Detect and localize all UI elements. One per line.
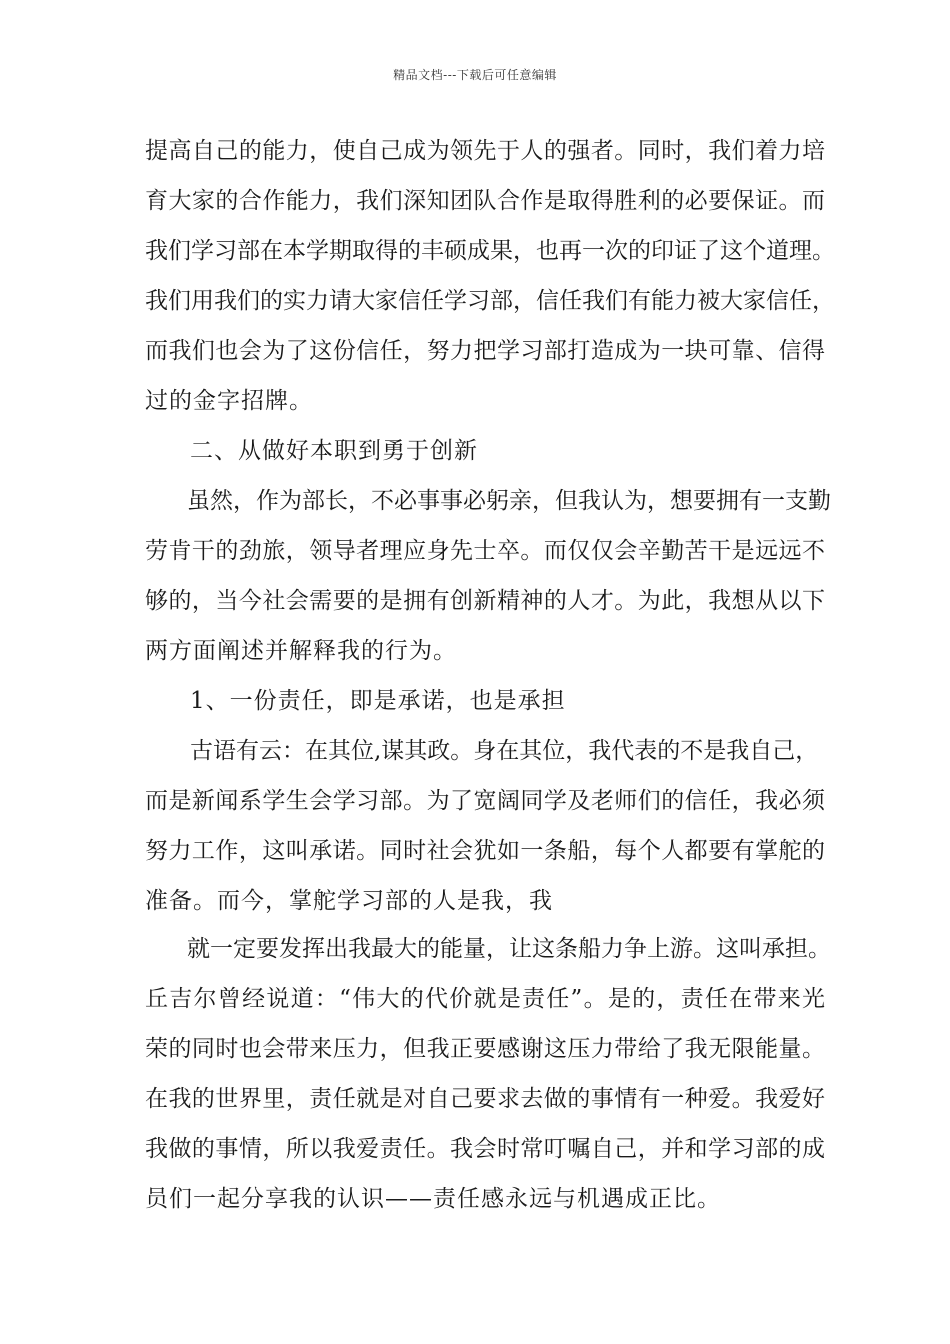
paragraph-line: 在我的世界里，责任就是对自己要求去做的事情有一种爱。我爱好 <box>145 1086 825 1112</box>
paragraph-line: 丘吉尔曾经说道：“伟大的代价就是责任”。是的，责任在带来光 <box>145 986 825 1012</box>
section-heading: 二、从做好本职到勇于创新 <box>190 438 478 464</box>
paragraph-line: 两方面阐述并解释我的行为。 <box>145 638 457 664</box>
paragraph-line: 育大家的合作能力，我们深知团队合作是取得胜利的必要保证。而 <box>145 188 825 214</box>
paragraph-line: 我们学习部在本学期取得的丰硕成果，也再一次的印证了这个道理。 <box>145 238 835 264</box>
paragraph-line: 过的金字招牌。 <box>145 388 313 414</box>
paragraph-line: 古语有云：在其位,谋其政。身在其位，我代表的不是我自己， <box>190 738 819 764</box>
page-header: 精品文档---下载后可任意编辑 <box>393 68 557 82</box>
subsection-heading: 1、一份责任，即是承诺，也是承担 <box>190 688 566 714</box>
paragraph-line: 我们用我们的实力请大家信任学习部，信任我们有能力被大家信任， <box>145 288 835 314</box>
paragraph-line: 虽然，作为部长，不必事事必躬亲，但我认为，想要拥有一支勤 <box>187 488 831 514</box>
paragraph-line: 努力工作，这叫承诺。同时社会犹如一条船，每个人都要有掌舵的 <box>145 838 825 864</box>
paragraph-line: 我做的事情，所以我爱责任。我会时常叮嘱自己，并和学习部的成 <box>145 1136 825 1162</box>
paragraph-line: 而我们也会为了这份信任，努力把学习部打造成为一块可靠、信得 <box>145 338 825 364</box>
paragraph-line: 而是新闻系学生会学习部。为了宽阔同学及老师们的信任，我必须 <box>145 788 825 814</box>
paragraph-line: 够的，当今社会需要的是拥有创新精神的人才。为此，我想从以下 <box>145 588 825 614</box>
paragraph-line: 就一定要发挥出我最大的能量，让这条船力争上游。这叫承担。 <box>187 936 831 962</box>
paragraph-line: 劳肯干的劲旅，领导者理应身先士卒。而仅仅会辛勤苦干是远远不 <box>145 538 825 564</box>
paragraph-line: 荣的同时也会带来压力，但我正要感谢这压力带给了我无限能量。 <box>145 1036 825 1062</box>
paragraph-line: 员们一起分享我的认识——责任感永远与机遇成正比。 <box>145 1186 721 1212</box>
paragraph-line: 准备。而今，掌舵学习部的人是我，我 <box>145 888 553 914</box>
paragraph-line: 提高自己的能力，使自己成为领先于人的强者。同时，我们着力培 <box>145 138 825 164</box>
